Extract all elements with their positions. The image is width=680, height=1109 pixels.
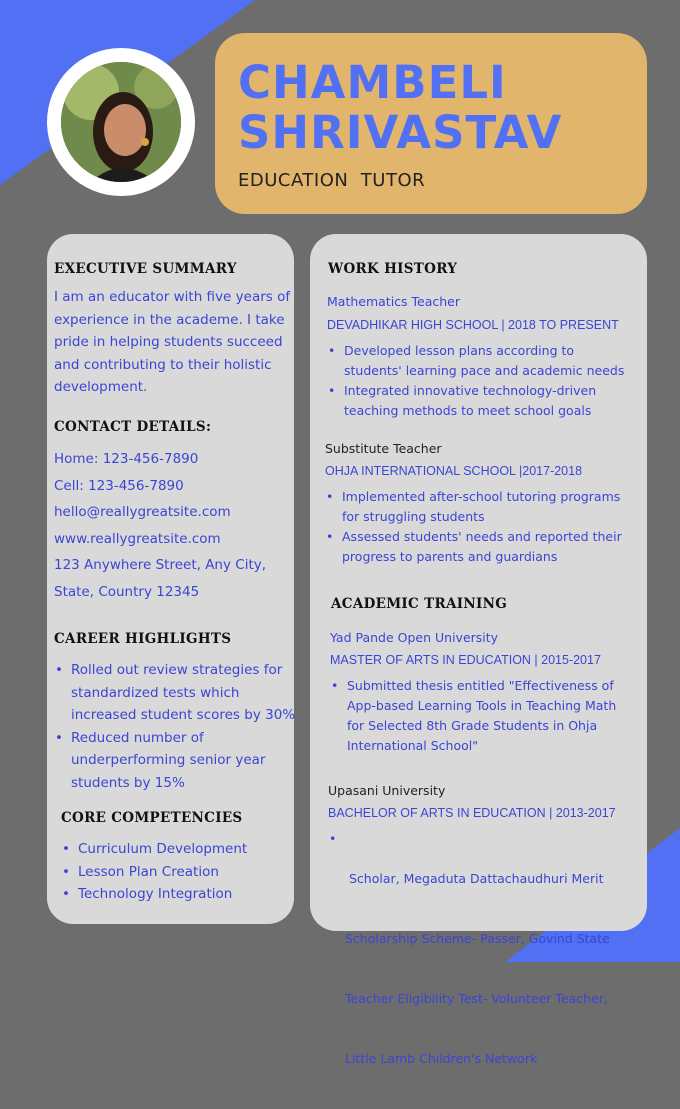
job-organization: DEVADHIKAR HIGH SCHOOL | 2018 TO PRESENT <box>327 318 619 332</box>
executive-summary-text <box>54 286 290 399</box>
list-item: • Rolled out review strategies for standardized tests which increased student scores by 30% <box>55 659 295 727</box>
summary-line: I am an educator with five years of <box>54 289 291 305</box>
list-item: • Integrated innovative technology-driven teaching methods to meet school goals <box>328 381 624 421</box>
last-name: SHRIVASTAV <box>238 106 563 159</box>
job-role: Substitute Teacher <box>325 441 442 456</box>
right-column-card <box>310 234 647 931</box>
list-item: • Developed lesson plans according to students' learning pace and academic needs <box>328 341 624 381</box>
full-name <box>238 58 562 158</box>
contact-details-heading: CONTACT DETAILS: <box>54 419 212 435</box>
job-bullets <box>328 341 624 421</box>
website-link[interactable]: www.reallygreatsite.com <box>54 530 221 547</box>
cell-phone: Cell: 123-456-7890 <box>54 477 184 494</box>
email-link[interactable]: hello@reallygreatsite.com <box>54 504 231 521</box>
career-highlights-list <box>55 659 295 794</box>
degree: MASTER OF ARTS IN EDUCATION | 2015-2017 <box>330 653 601 667</box>
summary-line: and contributing to their holistic <box>54 356 272 373</box>
list-item: • Implemented after-school tutoring programs for struggling students <box>326 487 622 527</box>
list-item: • Technology Integration <box>62 883 247 906</box>
school-name: Upasani University <box>328 783 446 798</box>
contact-list <box>54 446 266 606</box>
first-name: CHAMBELI <box>238 56 507 109</box>
list-item: • Curriculum Development <box>62 838 247 861</box>
summary-line: development. <box>54 379 148 395</box>
list-item: • Scholar, Megaduta Dattachaudhuri Merit Scholarship Scheme- Passer, Govind State Teacher Eligibility Test- Volunteer Teacher, Little Lamb Children's Network <box>329 829 610 1109</box>
list-item: • Lesson Plan Creation <box>62 861 247 884</box>
executive-summary-heading: EXECUTIVE SUMMARY <box>54 261 237 277</box>
address-line: 123 Anywhere Street, Any City, <box>54 557 267 574</box>
list-item: • Submitted thesis entitled "Effectiveness of App-based Learning Tools in Teaching Math for Selected 8th Grade Students in Ohja International School" <box>331 676 616 756</box>
job-organization: OHJA INTERNATIONAL SCHOOL |2017-2018 <box>325 464 583 478</box>
job-bullets <box>326 487 622 567</box>
school-bullets <box>331 676 616 756</box>
list-item: • Reduced number of underperforming senior year students by 15% <box>55 727 295 795</box>
job-role: Mathematics Teacher <box>327 294 461 309</box>
school-name: Yad Pande Open University <box>330 630 499 645</box>
work-history-heading: WORK HISTORY <box>328 261 458 277</box>
school-bullets <box>329 829 610 1109</box>
academic-training-heading: ACADEMIC TRAINING <box>331 596 508 612</box>
summary-line: pride in helping students succeed <box>54 334 283 350</box>
core-competencies-heading: CORE COMPETENCIES <box>61 810 243 826</box>
profile-photo <box>61 62 181 182</box>
list-item: • Assessed students' needs and reported their progress to parents and guardians <box>326 527 622 567</box>
career-highlights-heading: CAREER HIGHLIGHTS <box>54 631 232 647</box>
address-line: State, Country 12345 <box>54 583 200 600</box>
job-title: EDUCATION TUTOR <box>238 170 426 191</box>
core-competencies-list <box>62 838 247 906</box>
home-phone: Home: 123-456-7890 <box>54 451 199 467</box>
degree: BACHELOR OF ARTS IN EDUCATION | 2013-2017 <box>328 806 616 820</box>
summary-line: experience in the academe. I take <box>54 311 285 328</box>
